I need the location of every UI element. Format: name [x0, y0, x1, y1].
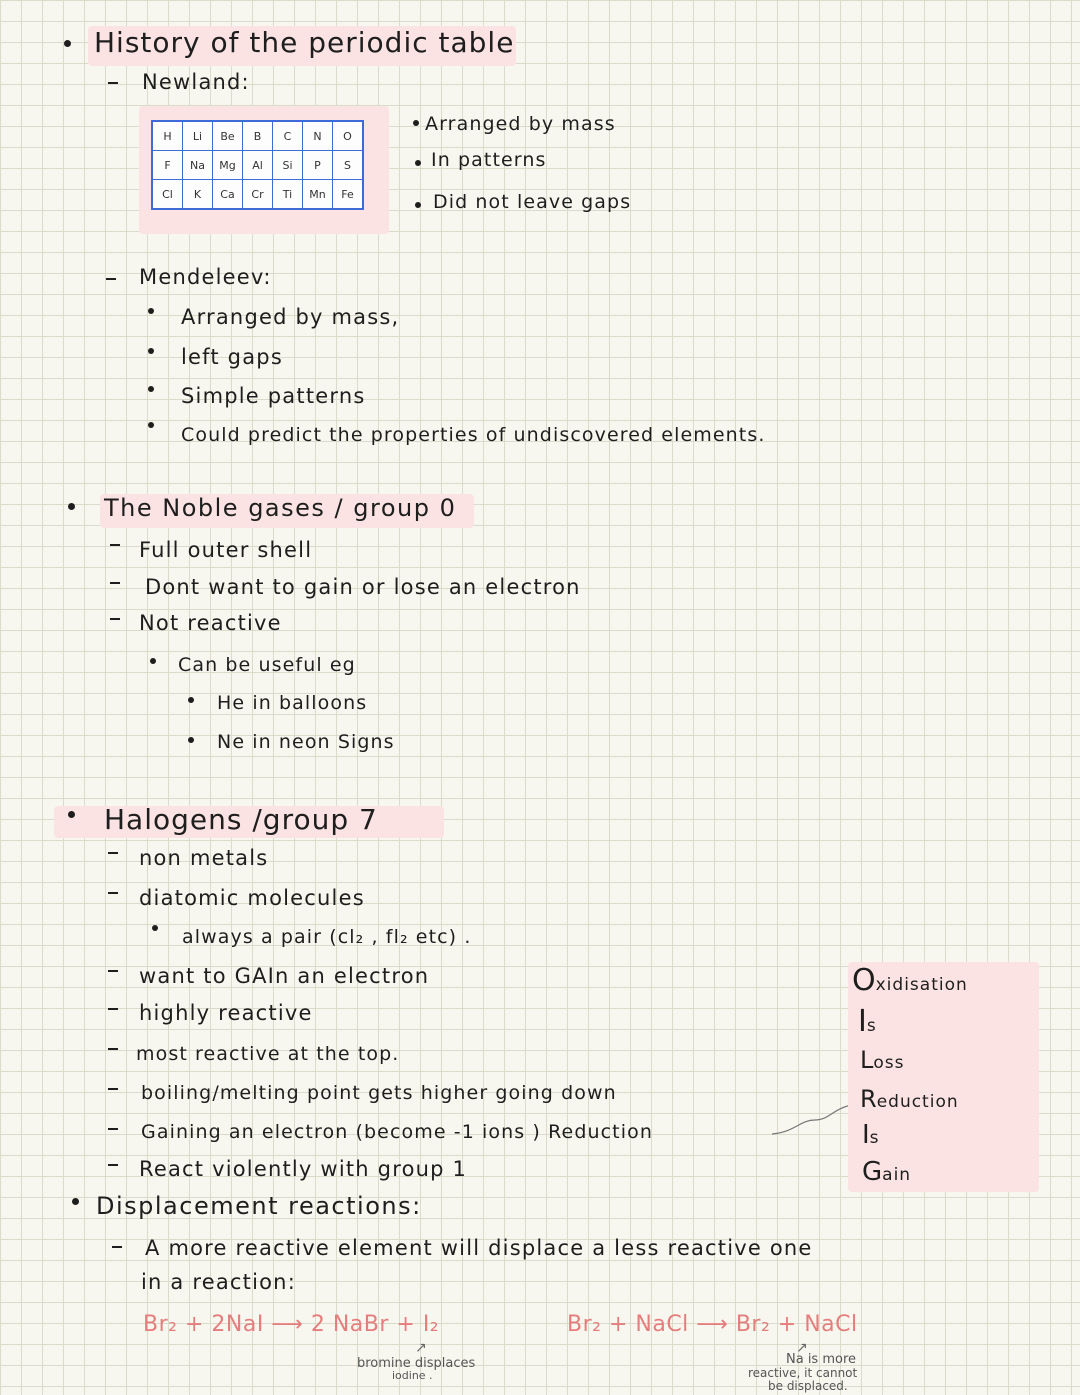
bullet [72, 1198, 79, 1205]
oil-rig-letter: G [862, 1157, 883, 1187]
displacement-line: in a reaction: [141, 1270, 296, 1294]
mendeleev-point: left gaps [181, 345, 283, 369]
dash [112, 1246, 122, 1248]
element-cell: F [152, 151, 183, 180]
displacement-line: A more reactive element will displace a less reactive one [145, 1236, 813, 1260]
element-cell: Mg [213, 151, 243, 180]
mendeleev-point: Arranged by mass, [181, 305, 400, 329]
newland-point: In patterns [431, 149, 547, 171]
useful-label: Can be useful eg [178, 654, 356, 676]
noble-point: Dont want to gain or lose an electron [145, 575, 581, 599]
element-cell: Fe [333, 180, 364, 210]
bullet [64, 40, 71, 47]
oil-rig-row [860, 1046, 905, 1074]
dash [106, 278, 116, 280]
oil-rig-letter: L [860, 1046, 874, 1074]
arrow-up-icon: ↗ [796, 1340, 808, 1356]
halogen-point: diatomic molecules [139, 886, 365, 910]
halogens-heading: Halogens /group 7 [104, 803, 378, 836]
oil-rig-word: ain [882, 1165, 912, 1185]
bullet [68, 811, 75, 818]
element-cell: C [273, 121, 303, 151]
equation-note: bromine displaces [357, 1356, 476, 1371]
equation: Br₂ + 2NaI ⟶ 2 NaBr + I₂ [143, 1312, 440, 1337]
element-cell: Al [243, 151, 273, 180]
oil-rig-letter: R [860, 1085, 877, 1113]
element-cell: Be [213, 121, 243, 151]
noble-example: He in balloons [217, 692, 368, 714]
halogen-point: boiling/melting point gets higher going down [141, 1082, 617, 1104]
element-cell: Mn [303, 180, 333, 210]
equation-note: reactive, it cannot [748, 1366, 858, 1380]
element-cell: B [243, 121, 273, 151]
newland-octaves-table [151, 120, 364, 210]
dash [108, 82, 118, 84]
connector-line [770, 1096, 860, 1142]
element-cell: Na [183, 151, 213, 180]
noble-point: Not reactive [139, 611, 282, 635]
halogen-point: React violently with group 1 [139, 1157, 468, 1181]
oil-rig-row [862, 1120, 880, 1150]
oil-rig-letter: I [862, 1120, 870, 1150]
dash [108, 1128, 118, 1130]
noble-heading: The Noble gases / group 0 [104, 494, 457, 522]
element-cell: O [333, 121, 364, 151]
newland-label: Newland: [142, 70, 250, 94]
noble-example: Ne in neon Signs [217, 731, 395, 753]
dash [108, 970, 118, 972]
element-cell: N [303, 121, 333, 151]
bullet [188, 697, 194, 703]
element-cell: P [303, 151, 333, 180]
bullet [152, 925, 158, 931]
element-cell: Ti [273, 180, 303, 210]
dash [108, 892, 118, 894]
dash [108, 1048, 118, 1050]
displacement-heading: Displacement reactions: [96, 1192, 422, 1220]
noble-point: Full outer shell [139, 538, 313, 562]
oil-rig-word: eduction [876, 1092, 959, 1112]
newland-point: Arranged by mass [425, 113, 616, 135]
mendeleev-point: Could predict the properties of undiscovered elements. [181, 424, 766, 446]
oil-rig-row [860, 1085, 959, 1113]
oil-rig-word: oss [873, 1053, 905, 1073]
dash [108, 1164, 118, 1166]
halogen-point: most reactive at the top. [136, 1043, 400, 1065]
halogen-point: non metals [139, 846, 269, 870]
halogen-point: want to GAIn an electron [139, 964, 430, 988]
oil-rig-word: xidisation [875, 975, 968, 995]
bullet [150, 658, 156, 664]
dash [110, 582, 120, 584]
oil-rig-word: s [866, 1016, 877, 1036]
element-cell: Li [183, 121, 213, 151]
dash [108, 1088, 118, 1090]
element-cell: S [333, 151, 364, 180]
equation-note: be displaced. [768, 1379, 848, 1393]
oil-rig-row [852, 963, 968, 998]
bullet [188, 737, 194, 743]
bullet [148, 386, 154, 392]
dash [110, 618, 120, 620]
dash [108, 852, 118, 854]
pair-note: always a pair (cl₂ , fl₂ etc) . [182, 926, 472, 948]
halogen-point: highly reactive [139, 1001, 313, 1025]
equation-note: iodine . [392, 1369, 433, 1382]
bullet [148, 348, 154, 354]
dash [110, 544, 120, 546]
oil-rig-row [858, 1004, 877, 1039]
equation: Br₂ + NaCl ⟶ Br₂ + NaCl [567, 1312, 858, 1337]
dash [108, 1008, 118, 1010]
oil-rig-letter: O [852, 963, 876, 998]
oil-rig-word: s [869, 1128, 880, 1148]
bullet [415, 202, 421, 208]
element-cell: Cr [243, 180, 273, 210]
element-cell: Si [273, 151, 303, 180]
bullet [148, 422, 154, 428]
halogen-point: Gaining an electron (become -1 ions ) Reduction [141, 1121, 653, 1143]
bullet [148, 308, 154, 314]
mendeleev-label: Mendeleev: [139, 265, 272, 289]
element-cell: K [183, 180, 213, 210]
bullet [68, 503, 75, 510]
newland-point: Did not leave gaps [433, 191, 632, 213]
oil-rig-letter: I [858, 1004, 867, 1039]
equation-note: Na is more [786, 1352, 857, 1367]
element-cell: H [152, 121, 183, 151]
arrow-up-icon: ↗ [415, 1340, 427, 1356]
bullet [415, 160, 421, 166]
history-heading: History of the periodic table [94, 26, 515, 59]
element-cell: Cl [152, 180, 183, 210]
oil-rig-row [862, 1157, 911, 1187]
element-cell: Ca [213, 180, 243, 210]
bullet [413, 120, 419, 126]
mendeleev-point: Simple patterns [181, 384, 366, 408]
